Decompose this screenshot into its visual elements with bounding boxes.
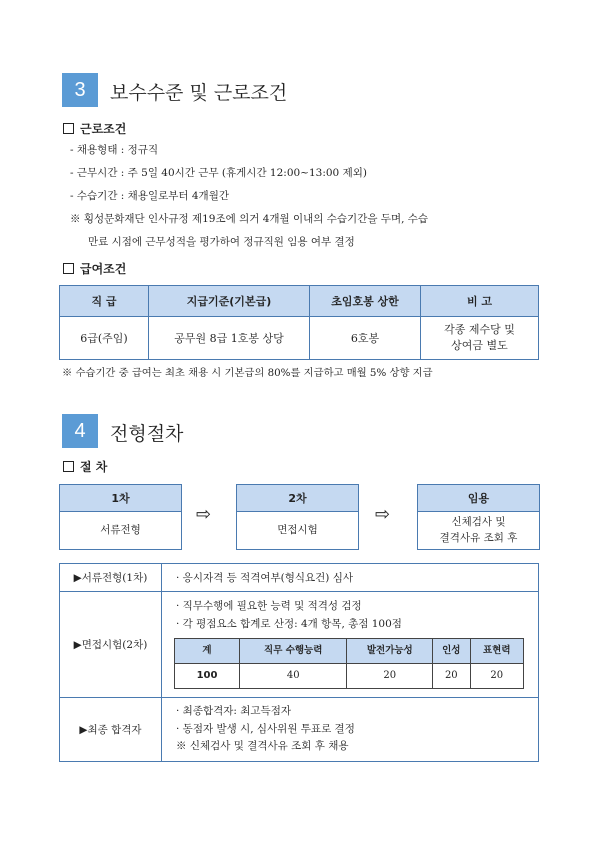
step-box: [417, 484, 540, 550]
score-header: 계: [175, 638, 240, 663]
pay-cell: 공무원 8급 1호봉 상당: [149, 317, 310, 360]
step-text: 결격사유 조회 후: [439, 531, 518, 544]
pay-header: 지급기준(기본급): [149, 286, 310, 317]
score-header: 인성: [433, 638, 470, 663]
arrow-right-icon: ⇨: [375, 504, 391, 525]
step-box: [59, 484, 182, 550]
section-number: 4: [62, 414, 98, 448]
work-line: - 채용형태 : 정규직: [70, 144, 159, 156]
section-title: 보수수준 및 근로조건: [110, 82, 288, 104]
section-title: 전형절차: [110, 423, 184, 445]
step-body: [418, 512, 539, 549]
score-cell: 100: [175, 663, 240, 688]
pay-header: 직 급: [60, 286, 149, 317]
pay-header: 비 고: [421, 286, 539, 317]
process-label: ▶최종 합격자: [60, 698, 162, 762]
step-body: [60, 512, 181, 549]
process-text: · 각 평점요소 합계로 산정: 4개 항목, 총점 100점: [176, 618, 402, 630]
score-table: [174, 638, 524, 689]
process-detail: [162, 592, 539, 698]
heading-label: 급여조건: [80, 262, 127, 276]
heading-label: 근로조건: [80, 122, 127, 136]
score-cell: 20: [347, 663, 433, 688]
pay-cell: 6급(주임): [60, 317, 149, 360]
score-header: 직무 수행능력: [240, 638, 347, 663]
arrow-right-icon: ⇨: [196, 504, 212, 525]
score-cell: 20: [470, 663, 523, 688]
process-text: · 응시자격 등 적격여부(형식요건) 심사: [162, 564, 539, 592]
process-label: ▶서류전형(1차): [60, 564, 162, 592]
pay-cell: 6호봉: [310, 317, 421, 360]
step-text: 면접시험: [277, 523, 318, 536]
note-text: 만료 시점에 근무성적을 평가하여 정규직원 임용 여부 결정: [88, 236, 355, 248]
checkbox-icon: [63, 123, 74, 134]
pay-note: ※ 수습기간 중 급여는 최초 채용 시 기본급의 80%를 지급하고 매월 5% 상향 지급: [62, 367, 433, 379]
checkbox-icon: [63, 263, 74, 274]
step-text: 서류전형: [100, 523, 141, 536]
work-line: - 수습기간 : 채용일로부터 4개월간: [70, 190, 229, 202]
step-body: [237, 512, 358, 549]
process-text: · 최종합격자: 최고득점자: [176, 704, 291, 717]
score-header: 발전가능성: [347, 638, 433, 663]
checkbox-icon: [63, 461, 74, 472]
score-cell: 20: [433, 663, 470, 688]
work-conditions-heading: [63, 120, 126, 137]
step-text: 신체검사 및: [451, 515, 506, 528]
process-text: · 동점자 발생 시, 심사위원 투표로 결정: [176, 722, 355, 735]
step-title: 임용: [418, 485, 539, 512]
process-detail: [162, 698, 539, 762]
process-text: ※ 신체검사 및 결격사유 조회 후 채용: [176, 740, 349, 753]
step-title: 1차: [60, 485, 181, 512]
score-cell: 40: [240, 663, 347, 688]
step-box: [236, 484, 359, 550]
pay-table: [59, 285, 539, 360]
heading-label: 절 차: [80, 460, 108, 474]
pay-conditions-heading: [63, 260, 126, 277]
note-text: ※ 횡성문화재단 인사규정 제19조에 의거 4개월 이내의 수습기간을 두며, 수습: [70, 213, 429, 225]
pay-cell: [421, 317, 539, 360]
process-text: · 직무수행에 필요한 능력 및 적격성 검정: [176, 600, 362, 613]
procedure-heading: [63, 458, 107, 475]
score-header: 표현력: [470, 638, 523, 663]
work-line: - 근무시간 : 주 5일 40시간 근무 (휴게시간 12:00~13:00 제외): [70, 167, 367, 179]
step-title: 2차: [237, 485, 358, 512]
process-table: [59, 563, 539, 762]
section-number: 3: [62, 73, 98, 107]
process-label: ▶면접시험(2차): [60, 592, 162, 698]
remark-line: 상여금 별도: [451, 339, 508, 352]
pay-header: 초임호봉 상한: [310, 286, 421, 317]
remark-line: 각종 제수당 및: [444, 322, 515, 336]
